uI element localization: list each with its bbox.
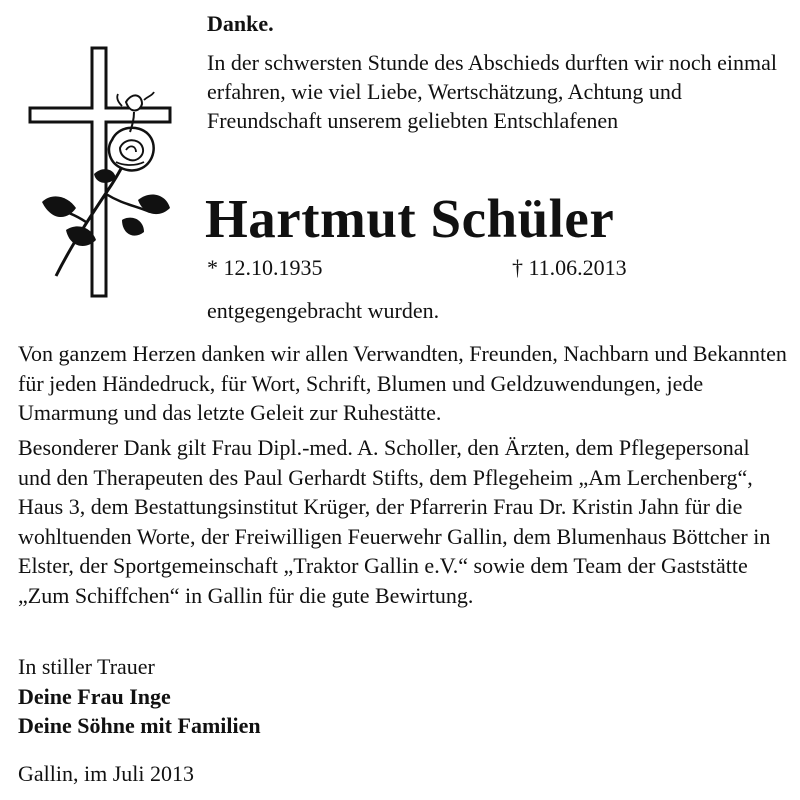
intro-continuation: entgegengebracht wurden. — [207, 298, 440, 323]
signatory-sons: Deine Söhne mit Familien — [18, 713, 261, 738]
cross-with-rose-icon — [26, 44, 176, 304]
intro-text: In der schwersten Stunde des Abschieds durften wir noch einmal erfahren, wie viel Liebe, Wertschätzung, Achtung und Freundschaft unserem geliebten Entschlafenen — [207, 50, 778, 133]
thanks-title: Danke. — [207, 11, 274, 36]
deceased-name: Hartmut Schüler — [205, 188, 615, 249]
place-date: Gallin, im Juli 2013 — [18, 761, 194, 786]
closing-block — [18, 652, 261, 741]
death-date: † 11.06.2013 — [512, 255, 627, 280]
thanks-paragraph-family: Von ganzem Herzen danken wir allen Verwandten, Freunden, Nachbarn und Bekannten für jeden Händedruck, für Wort, Schrift, Blumen und Geldzuwendungen, jede Umarmung und das letzte Geleit zur Ruhestätte. — [18, 341, 787, 425]
birth-date: * 12.10.1935 — [207, 255, 323, 280]
thanks-paragraph-special: Besonderer Dank gilt Frau Dipl.-med. A. Scholler, den Ärzten, dem Pflegepersonal und den Therapeuten des Paul Gerhardt Stifts, dem Pflegeheim „Am Lerchenberg“, Haus 3, dem Bestattungsinstitut Krüger, der Pfarrerin Frau Dr. Kristin Jahn für die wohltuenden Worte, der Freiwilligen Feuerwehr Gallin, dem Blumenhaus Böttcher in Elster, der Sportgemeinschaft „Traktor Gallin e.V.“ sowie dem Team der Gaststätte „Zum Schiffchen“ in Gallin für die gute Bewirtung. — [18, 435, 771, 608]
signatory-wife: Deine Frau Inge — [18, 683, 171, 709]
mourning-line: In stiller Trauer — [18, 654, 155, 679]
